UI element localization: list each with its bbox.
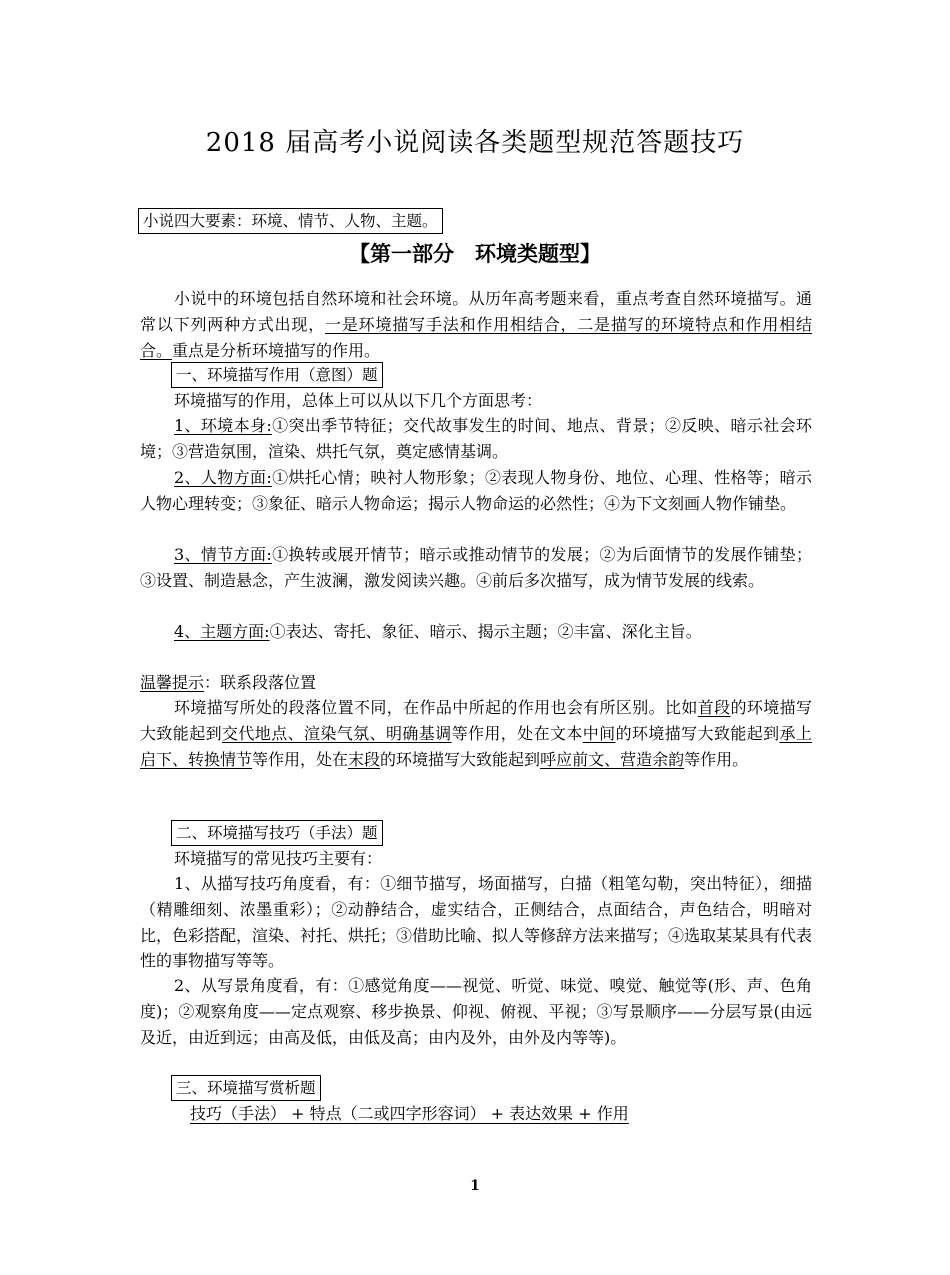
tip-underline: 首段	[697, 698, 731, 717]
tip-text: 的环境描写大致能起到	[380, 749, 541, 769]
item-label: 3、情节方面:	[174, 545, 272, 564]
intro-underlined: 一是环境描写手法和作用相结合，二是描写的环境特点和作用相结合。	[140, 314, 812, 360]
section2-heading: 二、环境描写技巧（手法）题	[171, 820, 383, 846]
section1-lead: 环境描写的作用，总体上可以从以下几个方面思考：	[174, 391, 543, 410]
tip-underline: 承上启下、转换情节	[140, 723, 812, 769]
intro-paragraph	[140, 286, 812, 363]
tip-text: 的环境描写大致能起到	[140, 698, 812, 743]
document-title: 2018 届高考小说阅读各类题型规范答题技巧	[205, 128, 745, 158]
tip-text: 环境描写所处的段落位置不同，在作品中所起的作用也会有所区别。比如	[174, 698, 698, 717]
item-text: ①烘托心情；映衬人物形象；②表现人物身份、地位、心理、性格等；暗示人物心理转变；③象征、暗示人物命运；揭示人物命运的必然性；④为下文刻画人物作铺垫。	[140, 468, 812, 513]
item-text: ①换转或展开情节；暗示或推动情节的发展；②为后面情节的发展作铺垫；③设置、制造悬念，产生波澜，激发阅读兴趣。④前后多次描写，成为情节发展的线索。	[140, 545, 812, 590]
tip-underline: 中间	[582, 723, 616, 743]
tip-text: 等作用，处在文本	[451, 723, 583, 743]
section2-paragraph-2: 2、从写景角度看，有：①感觉角度——视觉、听觉、味觉、嗅觉、触觉等(形、声、色角度)；②观察角度——定点观察、移步换景、仰视、俯视、平视；③写景顺序——分层写景(由远及近，由近到远；由高及低，由低及高；由内及外，由外及内等等)。	[140, 976, 812, 1047]
item-label: 2、人物方面:	[174, 468, 272, 487]
tip-underline: 交代地点、渲染气氛、明确基调	[222, 723, 452, 743]
tip-text: 的环境描写大致能起到	[615, 723, 780, 743]
tip-heading	[140, 670, 812, 696]
intro-text-a: 小说中的环境包括自然环境和社会环境。从历年高考题来看，重点考查自然环境描写。通常以下列两种方式出现，	[140, 289, 812, 334]
elements-box: 小说四大要素：环境、情节、人物、主题。	[138, 208, 443, 234]
part-heading: 【第一部分 环境类题型】	[349, 242, 601, 266]
section3-heading: 三、环境描写赏析题	[171, 1075, 321, 1101]
section2-lead: 环境描写的常见技巧主要有：	[174, 849, 383, 868]
tip-label: 温馨提示	[140, 673, 205, 692]
item-text: ①突出季节特征；交代故事发生的时间、地点、背景；②反映、暗示社会环境；③营造氛围，渲染、烘托气氛，奠定感情基调。	[140, 416, 812, 461]
answer-formula: 技巧（手法） + 特点（二或四字形容词） + 表达效果 + 作用	[190, 1104, 629, 1123]
section1-item-1	[140, 413, 812, 465]
section1-item-3	[140, 542, 812, 594]
section1-item-4	[140, 619, 812, 645]
tip-text: 等作用，处在	[252, 749, 349, 769]
tip-label-rest: ：联系段落位置	[204, 673, 317, 692]
section1-item-2	[140, 465, 812, 517]
section1-heading: 一、环境描写作用（意图）题	[171, 362, 383, 388]
tip-text: 等作用。	[684, 749, 749, 769]
intro-text-b: 重点是分析环境描写的作用。	[172, 340, 381, 360]
item-label: 4、主题方面:	[174, 622, 270, 641]
tip-underline: 末段	[348, 749, 381, 769]
page-number: 1	[470, 1178, 480, 1194]
tip-underline: 呼应前文、营造余韵	[540, 749, 685, 769]
section2-paragraph-1: 1、从描写技巧角度看，有：①细节描写，场面描写，白描（粗笔勾勒，突出特征），细描（精雕细刻、浓墨重彩）；②动静结合，虚实结合，正侧结合，点面结合，声色结合，明暗对比，色彩搭配，渲染、衬托、烘托；③借助比喻、拟人等修辞方法来描写；④选取某某具有代表性的事物描写等等。	[140, 874, 813, 971]
tip-paragraph	[140, 695, 812, 772]
item-label: 1、环境本身:	[174, 416, 272, 435]
item-text: ①表达、寄托、象征、暗示、揭示主题；②丰富、深化主旨。	[269, 622, 702, 641]
